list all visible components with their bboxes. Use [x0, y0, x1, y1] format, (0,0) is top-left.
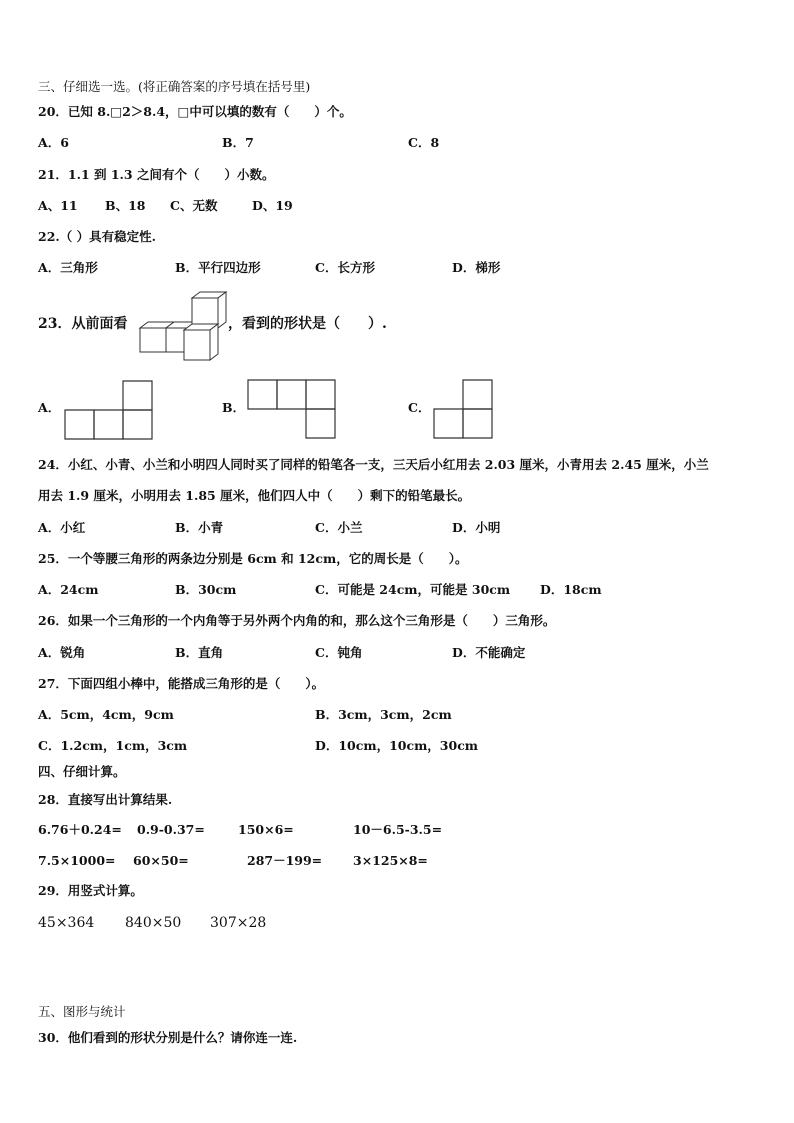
q26-option-c[interactable]: C．钝角: [315, 645, 363, 660]
q23-option-a[interactable]: A．: [38, 400, 61, 415]
q26-option-d[interactable]: D．不能确定: [452, 645, 526, 660]
q27-option-b[interactable]: B．3cm，3cm，2cm: [315, 707, 452, 722]
section-5-heading: 五、图形与统计: [38, 1004, 126, 1019]
q28-expr: 6.76＋0.24=: [38, 822, 122, 837]
q29-item: 307×28: [210, 915, 267, 931]
q28-expr: 0.9-0.37=: [137, 822, 205, 837]
q24-option-b[interactable]: B．小青: [175, 520, 224, 535]
q28-expr: 10－6.5-3.5=: [353, 822, 443, 837]
q27-stem: 27．下面四组小棒中，能搭成三角形的是（ ）。: [38, 676, 325, 691]
q30-stem: 30．他们看到的形状分别是什么？请你连一连.: [38, 1030, 298, 1045]
q25-option-d[interactable]: D．18cm: [540, 582, 602, 597]
q22-stem: 22.（ ）具有稳定性.: [38, 229, 156, 244]
q23-stem-suffix: ，看到的形状是（ ）.: [228, 316, 387, 332]
q26-stem: 26．如果一个三角形的一个内角等于另外两个内角的和，那么这个三角形是（ ）三角形。: [38, 613, 556, 628]
q29-item: 840×50: [125, 915, 182, 931]
q23-stem-prefix: 23．从前面看: [38, 316, 128, 332]
q28-expr: 3×125×8=: [353, 853, 428, 868]
q20-stem: 20．已知 8.□2＞8.4，□中可以填的数有（ ）个。: [38, 104, 352, 119]
q23-option-c[interactable]: C．: [408, 400, 431, 415]
section-3-heading: 三、仔细选一选。(将正确答案的序号填在括号里): [38, 79, 311, 94]
q23-cube-figure: [136, 290, 232, 364]
q24-option-c[interactable]: C．小兰: [315, 520, 363, 535]
q21-option-b[interactable]: B、18: [105, 198, 146, 213]
q24-option-d[interactable]: D．小明: [452, 520, 501, 535]
q25-stem: 25．一个等腰三角形的两条边分别是 6cm 和 12cm，它的周长是（ ）。: [38, 551, 468, 566]
q22-option-d[interactable]: D．梯形: [452, 260, 501, 275]
q28-expr: 7.5×1000=: [38, 853, 116, 868]
q27-option-d[interactable]: D．10cm，10cm，30cm: [315, 738, 479, 753]
q20-option-c[interactable]: C．8: [408, 135, 440, 150]
q29-item: 45×364: [38, 915, 95, 931]
q23-option-c-shape: [432, 378, 496, 440]
q22-option-a[interactable]: A．三角形: [38, 260, 98, 275]
q29-stem: 29．用竖式计算。: [38, 883, 143, 898]
q24-stem-line1: 24．小红、小青、小兰和小明四人同时买了同样的铅笔各一支，三天后小红用去 2.03 厘米，小青用去 2.45 厘米，小兰: [38, 457, 709, 472]
q28-stem: 28．直接写出计算结果.: [38, 792, 173, 807]
q23-option-b-shape: [246, 379, 338, 441]
section-4-heading: 四、仔细计算。: [38, 764, 126, 779]
q27-option-a[interactable]: A．5cm，4cm，9cm: [38, 707, 174, 722]
q22-option-b[interactable]: B．平行四边形: [175, 260, 261, 275]
q26-option-b[interactable]: B．直角: [175, 645, 224, 660]
q23-option-b[interactable]: B．: [222, 400, 246, 415]
q25-option-b[interactable]: B．30cm: [175, 582, 237, 597]
q24-option-a[interactable]: A．小红: [38, 520, 86, 535]
q21-option-c[interactable]: C、无数: [170, 198, 218, 213]
q24-stem-line2: 用去 1.9 厘米，小明用去 1.85 厘米，他们四人中（ ）剩下的铅笔最长。: [38, 488, 471, 503]
q28-expr: 287－199=: [247, 853, 323, 868]
q27-option-c[interactable]: C．1.2cm，1cm，3cm: [38, 738, 188, 753]
q21-stem: 21．1.1 到 1.3 之间有个（ ）小数。: [38, 167, 275, 182]
q20-option-b[interactable]: B．7: [222, 135, 254, 150]
q20-option-a[interactable]: A．6: [38, 135, 69, 150]
q21-option-a[interactable]: A、11: [38, 198, 78, 213]
q28-expr: 150×6=: [238, 822, 294, 837]
q25-option-c[interactable]: C．可能是 24cm，可能是 30cm: [315, 582, 511, 597]
q23-option-a-shape: [64, 379, 154, 441]
q26-option-a[interactable]: A．锐角: [38, 645, 86, 660]
q28-expr: 60×50=: [133, 853, 189, 868]
q21-option-d[interactable]: D、19: [252, 198, 293, 213]
q25-option-a[interactable]: A．24cm: [38, 582, 99, 597]
q22-option-c[interactable]: C．长方形: [315, 260, 375, 275]
